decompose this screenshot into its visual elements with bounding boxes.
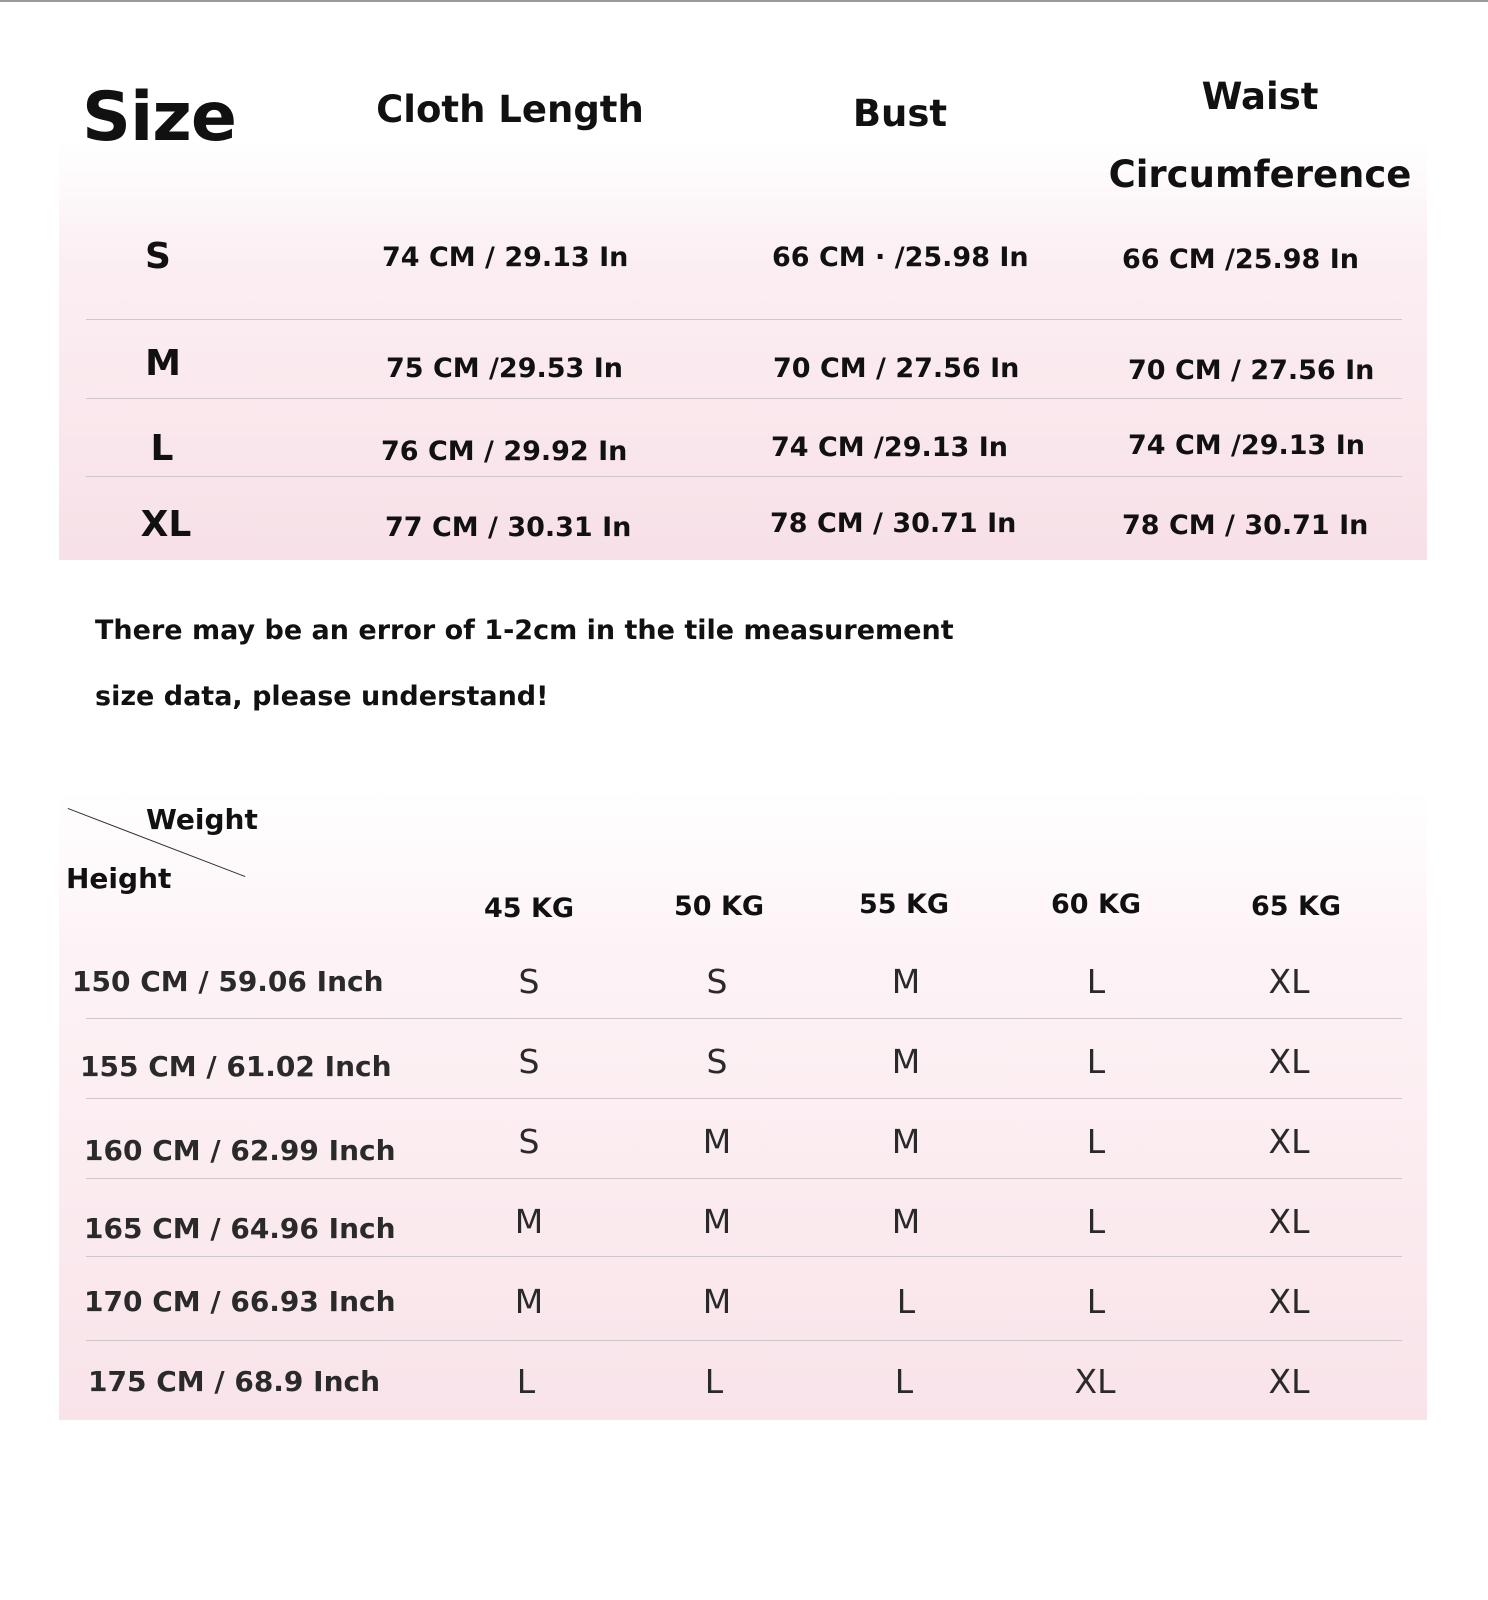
- size-cell: L: [1086, 1202, 1106, 1241]
- cloth-length-value: 77 CM / 30.31 In: [385, 512, 632, 543]
- cloth-length-value: 76 CM / 29.92 In: [381, 436, 628, 467]
- size-name: S: [145, 236, 171, 277]
- row-divider: [86, 398, 1402, 399]
- size-cell: S: [518, 962, 540, 1001]
- height-label: 175 CM / 68.9 Inch: [88, 1365, 381, 1398]
- note-line-2: size data, please understand!: [95, 681, 549, 712]
- waist-circumference-header: [1070, 58, 1450, 214]
- size-cell: XL: [1268, 1042, 1310, 1081]
- cloth-length-value: 74 CM / 29.13 In: [382, 242, 629, 273]
- size-cell: L: [516, 1362, 536, 1401]
- size-name: XL: [140, 504, 192, 545]
- waist-header-line1: Waist: [1201, 75, 1319, 118]
- weight-header-45: 45 KG: [483, 893, 575, 924]
- size-cell: XL: [1268, 1362, 1310, 1401]
- waist-value: 66 CM /25.98 In: [1122, 244, 1359, 275]
- size-cell: M: [702, 1202, 732, 1241]
- height-label: 150 CM / 59.06 Inch: [72, 965, 384, 998]
- row-divider: [86, 319, 1402, 320]
- weight-header-60: 60 KG: [1050, 889, 1142, 920]
- size-cell: M: [891, 962, 921, 1001]
- size-cell: M: [891, 1042, 921, 1081]
- size-cell: S: [706, 1042, 728, 1081]
- waist-value: 74 CM /29.13 In: [1128, 430, 1365, 461]
- bust-value: 74 CM /29.13 In: [771, 432, 1008, 463]
- waist-header-line2: Circumference: [1108, 153, 1412, 196]
- bust-value: 78 CM / 30.71 In: [770, 508, 1017, 539]
- weight-corner-label: Weight: [146, 803, 258, 836]
- height-row-150: [0, 962, 1488, 1022]
- height-corner-label: Height: [66, 862, 172, 895]
- height-label: 160 CM / 62.99 Inch: [84, 1134, 396, 1167]
- bust-value: 70 CM / 27.56 In: [773, 353, 1020, 384]
- bust-value: 66 CM · /25.98 In: [772, 242, 1029, 273]
- height-row-175: [0, 1362, 1488, 1422]
- size-header: Size: [82, 78, 236, 157]
- size-cell: M: [891, 1202, 921, 1241]
- size-cell: XL: [1268, 1122, 1310, 1161]
- waist-value: 70 CM / 27.56 In: [1128, 355, 1375, 386]
- size-cell: L: [1086, 962, 1106, 1001]
- height-label: 170 CM / 66.93 Inch: [84, 1285, 396, 1318]
- weight-header-65: 65 KG: [1250, 891, 1342, 922]
- note-line-1: There may be an error of 1-2cm in the tile measurement: [95, 615, 954, 646]
- row-divider: [86, 476, 1402, 477]
- size-cell: S: [706, 962, 728, 1001]
- weight-header-50: 50 KG: [673, 891, 765, 922]
- size-cell: M: [514, 1202, 544, 1241]
- row-divider: [86, 1098, 1402, 1099]
- row-divider: [86, 1018, 1402, 1019]
- size-name: L: [150, 428, 174, 469]
- size-cell: M: [514, 1282, 544, 1321]
- size-cell: XL: [1268, 962, 1310, 1001]
- size-table: [0, 0, 1488, 560]
- height-row-160: [0, 1122, 1488, 1182]
- size-cell: M: [891, 1122, 921, 1161]
- size-cell: L: [896, 1282, 916, 1321]
- row-divider: [86, 1178, 1402, 1179]
- size-cell: L: [1086, 1282, 1106, 1321]
- size-cell: S: [518, 1042, 540, 1081]
- size-cell: XL: [1268, 1282, 1310, 1321]
- size-cell: M: [702, 1282, 732, 1321]
- row-divider: [86, 1256, 1402, 1257]
- size-cell: XL: [1074, 1362, 1116, 1401]
- size-cell: S: [518, 1122, 540, 1161]
- size-cell: XL: [1268, 1202, 1310, 1241]
- height-row-165: [0, 1202, 1488, 1262]
- measurement-note: [95, 598, 1195, 730]
- waist-value: 78 CM / 30.71 In: [1122, 510, 1369, 541]
- height-row-155: [0, 1042, 1488, 1102]
- cloth-length-value: 75 CM /29.53 In: [386, 353, 623, 384]
- height-label: 165 CM / 64.96 Inch: [84, 1212, 396, 1245]
- size-cell: L: [1086, 1042, 1106, 1081]
- bust-header: Bust: [852, 92, 948, 135]
- size-name: M: [145, 343, 181, 384]
- size-cell: L: [704, 1362, 724, 1401]
- size-cell: L: [1086, 1122, 1106, 1161]
- size-cell: L: [894, 1362, 914, 1401]
- cloth-length-header: Cloth Length: [376, 88, 644, 131]
- row-divider: [86, 1340, 1402, 1341]
- weight-header-55: 55 KG: [858, 889, 950, 920]
- height-label: 155 CM / 61.02 Inch: [80, 1050, 392, 1083]
- size-cell: M: [702, 1122, 732, 1161]
- height-row-170: [0, 1282, 1488, 1342]
